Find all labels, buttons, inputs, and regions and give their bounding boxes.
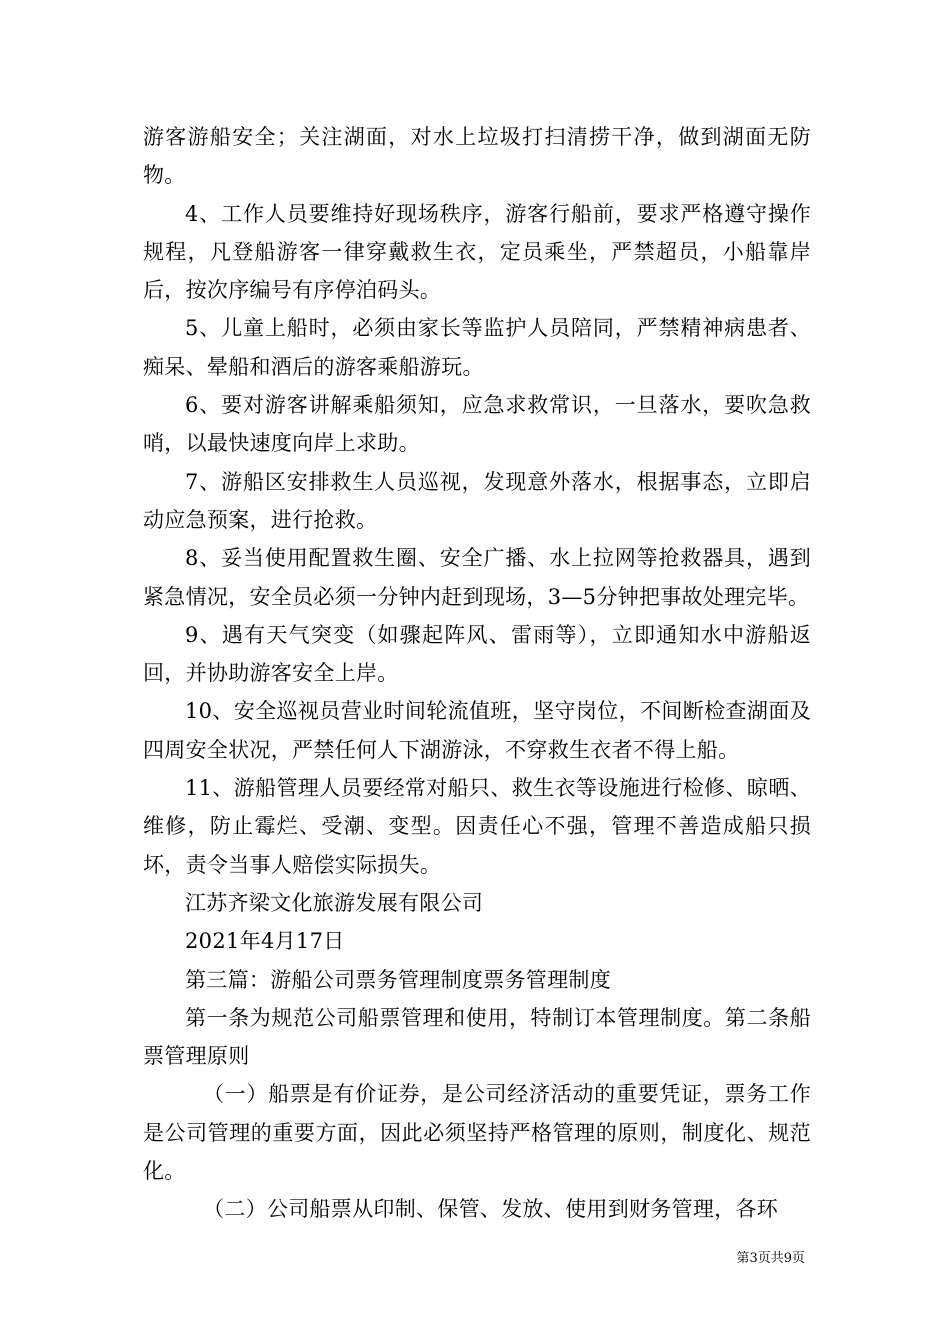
article-1: 第一条为规范公司船票管理和使用，特制订本管理制度。第二条船票管理原则 — [143, 1005, 811, 1069]
paragraph-item-9: 9、遇有天气突变（如骤起阵风、雷雨等），立即通知水中游船返回，并协助游客安全上岸。 — [143, 622, 811, 686]
paragraph-item-11: 11、游船管理人员要经常对船只、救生衣等设施进行检修、晾晒、维修，防止霉烂、受潮、变型。因责任心不强，管理不善造成船只损坏，责令当事人赔偿实际损失。 — [143, 776, 811, 877]
principle-1: （一）船票是有价证券，是公司经济活动的重要凭证，票务工作是公司管理的重要方面，因此必须坚持严格管理的原则，制度化、规范化。 — [143, 1082, 811, 1184]
document-body — [143, 118, 811, 1229]
principle-2: （二）公司船票从印制、保管、发放、使用到财务管理，各环 — [203, 1197, 779, 1222]
company-signature: 江苏齐梁文化旅游发展有限公司 — [185, 890, 484, 915]
paragraph-item-10: 10、安全巡视员营业时间轮流值班，坚守岗位，不间断检查湖面及四周安全状况，严禁任何人下湖游泳，不穿救生衣者不得上船。 — [143, 699, 811, 762]
section-heading: 第三篇：游船公司票务管理制度票务管理制度 — [185, 967, 611, 992]
page-number: 第3页共9页 — [736, 1251, 805, 1266]
signature-date: 2021年4月17日 — [185, 929, 345, 954]
paragraph-item-8: 8、妥当使用配置救生圈、安全广播、水上拉网等抢救器具，遇到紧急情况，安全员必须一分钟内赶到现场，3—5分钟把事故处理完毕。 — [143, 546, 811, 609]
paragraph-item-7: 7、游船区安排救生人员巡视，发现意外落水，根据事态，立即启动应急预案，进行抢救。 — [143, 469, 811, 532]
paragraph-item-5: 5、儿童上船时，必须由家长等监护人员陪同，严禁精神病患者、痴呆、晕船和酒后的游客乘船游玩。 — [143, 316, 811, 379]
paragraph-item-6: 6、要对游客讲解乘船须知，应急求救常识，一旦落水，要吹急救哨，以最快速度向岸上求助。 — [143, 393, 811, 456]
paragraph-continuation: 游客游船安全；关注湖面，对水上垃圾打扫清捞干净，做到湖面无防物。 — [143, 125, 811, 188]
paragraph-item-4: 4、工作人员要维持好现场秩序，游客行船前，要求严格遵守操作规程，凡登船游客一律穿戴救生衣，定员乘坐，严禁超员，小船靠岸后，按次序编号有序停泊码头。 — [143, 201, 811, 303]
